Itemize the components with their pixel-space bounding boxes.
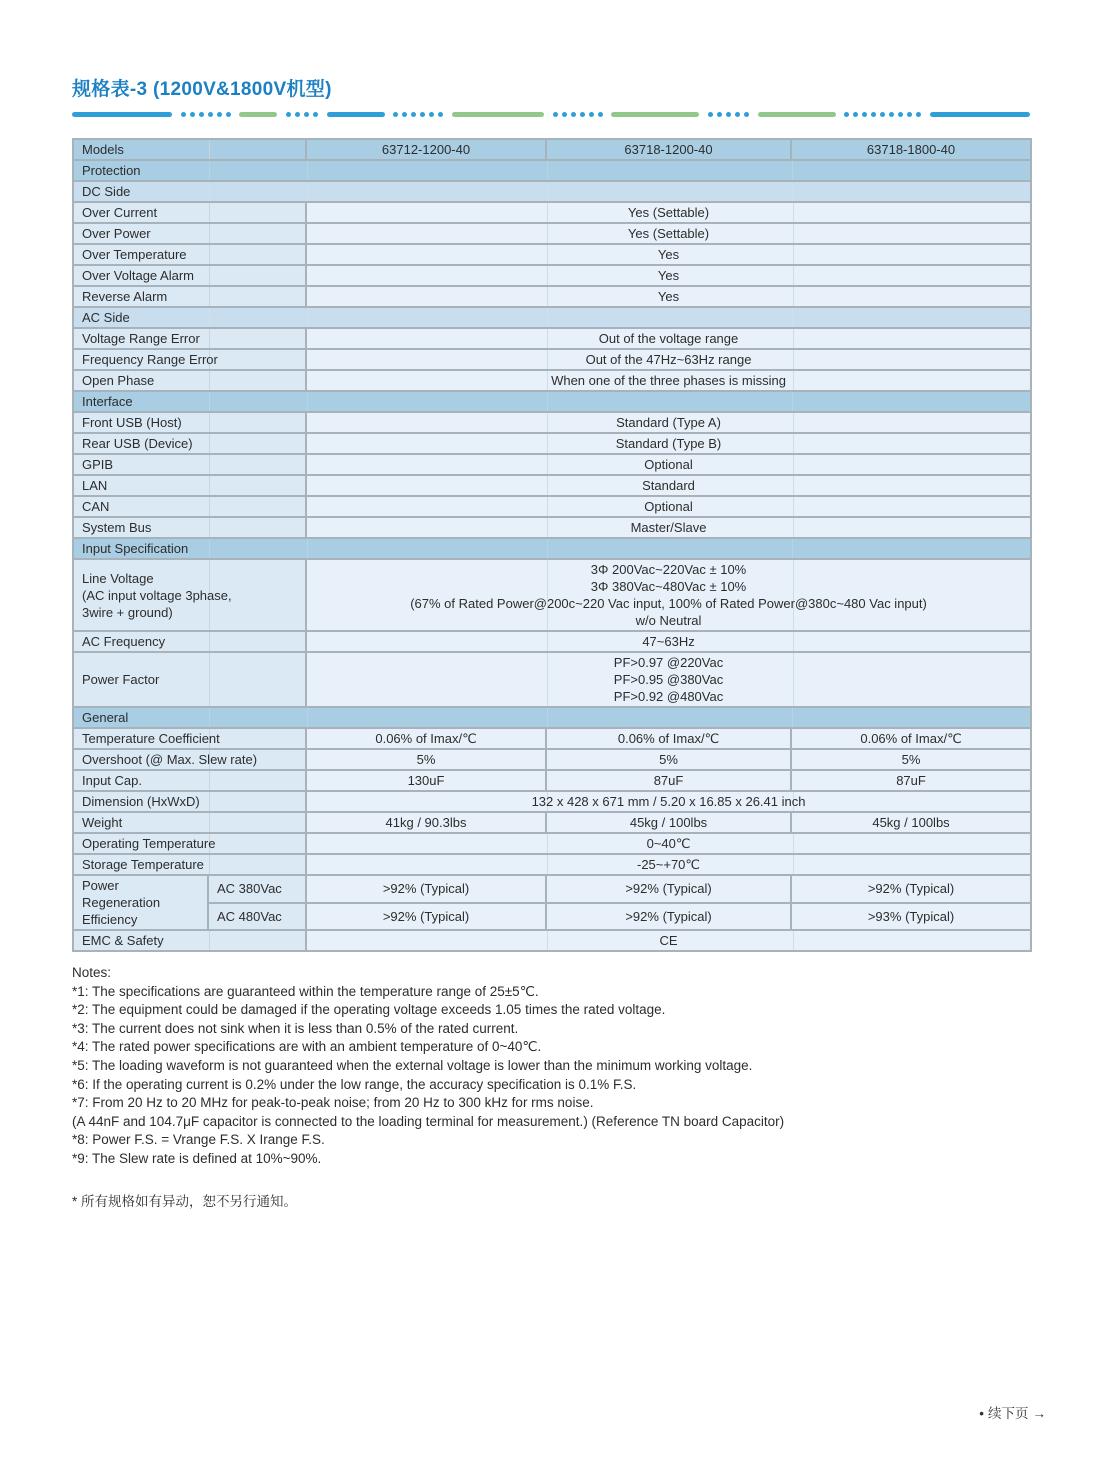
continuation-note (979, 1402, 1046, 1422)
spec-label-line: 3wire + ground) (82, 604, 173, 620)
spec-value: Out of the 47Hz~63Hz range (306, 349, 1031, 370)
divider-dash (327, 112, 385, 117)
spec-value: -25~+70℃ (306, 854, 1031, 875)
spec-label: Over Voltage Alarm (73, 265, 306, 286)
divider-dot (916, 112, 921, 117)
divider-dot (717, 112, 722, 117)
divider-dot (438, 112, 443, 117)
divider-dots (553, 112, 603, 117)
note-line: *1: The specifications are guaranteed within the temperature range of 25±5℃. (72, 983, 539, 999)
spec-label (73, 559, 306, 631)
spec-row (73, 328, 1031, 349)
notes-lines (72, 983, 1030, 1169)
note-line: *2: The equipment could be damaged if the operating voltage exceeds 1.05 times the rated voltage. (72, 1002, 666, 1018)
note-line: (A 44nF and 104.7μF capacitor is connected to the loading terminal for measurement.) (Reference TN board Capacitor) (72, 1113, 785, 1129)
spec-value: Optional (306, 496, 1031, 517)
spec-row (73, 412, 1031, 433)
spec-sublabel: AC 380Vac (208, 875, 306, 903)
spec-label: LAN (73, 475, 306, 496)
table-section-header: Input Specification (73, 538, 1031, 559)
spec-value: 0~40℃ (306, 833, 1031, 854)
spec-value: 87uF (546, 770, 791, 791)
spec-value: Standard (306, 475, 1031, 496)
divider-dot (190, 112, 195, 117)
divider-dot (898, 112, 903, 117)
divider-dot (844, 112, 849, 117)
spec-value: >92% (Typical) (306, 875, 546, 903)
spec-row (73, 244, 1031, 265)
spec-value: Yes (Settable) (306, 202, 1031, 223)
spec-label: CAN (73, 496, 306, 517)
spec-value-line: 3Φ 380Vac~480Vac ± 10% (590, 579, 747, 594)
divider-dot (313, 112, 318, 117)
spec-row (73, 265, 1031, 286)
divider-dash (239, 112, 277, 117)
divider-dots (393, 112, 443, 117)
spec-row (73, 454, 1031, 475)
spec-value (306, 559, 1031, 631)
notes-title: Notes: (72, 965, 112, 980)
divider-dot (429, 112, 434, 117)
spec-value: Master/Slave (306, 517, 1031, 538)
spec-row (73, 875, 1031, 903)
divider-dot (286, 112, 291, 117)
spec-value: 45kg / 100lbs (546, 812, 791, 833)
model-number: 63712-1200-40 (306, 139, 546, 160)
divider-dot (735, 112, 740, 117)
section-row (73, 160, 1031, 181)
note-line: *9: The Slew rate is defined at 10%~90%. (72, 1150, 322, 1166)
spec-label-line: Line Voltage (82, 570, 154, 586)
spec-value: Yes (306, 244, 1031, 265)
spec-label: Open Phase (73, 370, 306, 391)
spec-label: Overshoot (@ Max. Slew rate) (73, 749, 306, 770)
model-number: 63718-1200-40 (546, 139, 791, 160)
spec-sublabel: AC 480Vac (208, 903, 306, 931)
spec-value-line: (67% of Rated Power@200c~220 Vac input, 100% of Rated Power@380c~480 Vac input) (410, 596, 927, 611)
divider-dot (562, 112, 567, 117)
divider-dot (744, 112, 749, 117)
divider-dot (580, 112, 585, 117)
divider-dot (889, 112, 894, 117)
spec-row (73, 631, 1031, 652)
divider-dot (393, 112, 398, 117)
divider-dots (181, 112, 231, 117)
divider-dot (304, 112, 309, 117)
divider-dot (907, 112, 912, 117)
spec-label: Over Current (73, 202, 306, 223)
spec-value: 0.06% of Imax/℃ (791, 728, 1031, 749)
spec-label: Rear USB (Device) (73, 433, 306, 454)
spec-value: Yes (Settable) (306, 223, 1031, 244)
spec-value-line: PF>0.97 @220Vac (613, 655, 724, 670)
divider-dot (880, 112, 885, 117)
divider-dot (199, 112, 204, 117)
models-row (73, 139, 1031, 160)
table-subsection-header: DC Side (73, 181, 1031, 202)
spec-row (73, 559, 1031, 631)
divider-dot (208, 112, 213, 117)
divider-dots (844, 112, 921, 117)
divider-dot (181, 112, 186, 117)
spec-value-line: w/o Neutral (635, 613, 702, 628)
spec-row (73, 903, 1031, 931)
spec-label: Over Temperature (73, 244, 306, 265)
divider-dot (420, 112, 425, 117)
spec-label: Weight (73, 812, 306, 833)
spec-value: 5% (546, 749, 791, 770)
spec-label: Over Power (73, 223, 306, 244)
spec-row (73, 770, 1031, 791)
divider-dot (411, 112, 416, 117)
spec-label-line: Efficiency (82, 912, 138, 927)
spec-row (73, 475, 1031, 496)
spec-label: Frequency Range Error (73, 349, 306, 370)
spec-value: Optional (306, 454, 1031, 475)
spec-value-line: PF>0.92 @480Vac (613, 689, 724, 704)
divider-dot (589, 112, 594, 117)
spec-row (73, 833, 1031, 854)
subsection-row (73, 181, 1031, 202)
spec-label: System Bus (73, 517, 306, 538)
disclaimer: * 所有规格如有异动，恕不另行通知。 (72, 1193, 298, 1209)
divider-dot (862, 112, 867, 117)
decorative-divider (72, 111, 1030, 117)
spec-label-line: Regeneration (82, 895, 161, 910)
spec-label: Operating Temperature (73, 833, 306, 854)
section-row (73, 391, 1031, 412)
divider-dot (217, 112, 222, 117)
spec-row (73, 812, 1031, 833)
spec-value: >92% (Typical) (791, 875, 1031, 903)
divider-dot (871, 112, 876, 117)
page-content (72, 0, 1030, 1210)
subsection-row (73, 307, 1031, 328)
spec-value: 5% (791, 749, 1031, 770)
divider-dash (758, 112, 836, 117)
spec-label: Dimension (HxWxD) (73, 791, 306, 812)
spec-label: Storage Temperature (73, 854, 306, 875)
spec-table (72, 138, 1032, 952)
spec-label: Front USB (Host) (73, 412, 306, 433)
spec-label: Reverse Alarm (73, 286, 306, 307)
spec-value: 132 x 428 x 671 mm / 5.20 x 16.85 x 26.41 inch (306, 791, 1031, 812)
models-label: Models (73, 139, 306, 160)
spec-value: Yes (306, 265, 1031, 286)
spec-label: AC Frequency (73, 631, 306, 652)
spec-row (73, 286, 1031, 307)
spec-row (73, 930, 1031, 951)
page-title: 规格表-3 (1200V&1800V机型) (72, 79, 332, 100)
note-line: *3: The current does not sink when it is less than 0.5% of the rated current. (72, 1020, 519, 1036)
spec-row (73, 854, 1031, 875)
spec-row (73, 652, 1031, 707)
section-row (73, 707, 1031, 728)
spec-value: Standard (Type B) (306, 433, 1031, 454)
divider-dot (226, 112, 231, 117)
table-section-header: Protection (73, 160, 1031, 181)
note-line: *6: If the operating current is 0.2% under the low range, the accuracy specification is 0.1% F.S. (72, 1076, 637, 1092)
spec-row (73, 749, 1031, 770)
spec-value: CE (306, 930, 1031, 951)
divider-dot (726, 112, 731, 117)
spec-value: 0.06% of Imax/℃ (546, 728, 791, 749)
model-number: 63718-1800-40 (791, 139, 1031, 160)
spec-label-line: Power (82, 878, 119, 893)
spec-value: 0.06% of Imax/℃ (306, 728, 546, 749)
spec-label: Power Factor (73, 652, 306, 707)
divider-dash (72, 112, 172, 117)
spec-value: 87uF (791, 770, 1031, 791)
divider-dash (930, 112, 1030, 117)
spec-value: >92% (Typical) (306, 903, 546, 931)
spec-value: >93% (Typical) (791, 903, 1031, 931)
divider-dots (708, 112, 749, 117)
spec-value: 41kg / 90.3lbs (306, 812, 546, 833)
spec-value: When one of the three phases is missing (306, 370, 1031, 391)
spec-row (73, 728, 1031, 749)
spec-row (73, 370, 1031, 391)
spec-value: >92% (Typical) (546, 903, 791, 931)
spec-value (306, 652, 1031, 707)
spec-label: EMC & Safety (73, 930, 306, 951)
spec-value: Yes (306, 286, 1031, 307)
spec-value: 47~63Hz (306, 631, 1031, 652)
table-section-header: General (73, 707, 1031, 728)
spec-value: Standard (Type A) (306, 412, 1031, 433)
spec-value: >92% (Typical) (546, 875, 791, 903)
spec-value: 5% (306, 749, 546, 770)
spec-value-line: PF>0.95 @380Vac (613, 672, 724, 687)
divider-dot (553, 112, 558, 117)
spec-row (73, 791, 1031, 812)
note-line: *7: From 20 Hz to 20 MHz for peak-to-peak noise; from 20 Hz to 300 kHz for rms noise. (72, 1095, 594, 1111)
spec-value: 130uF (306, 770, 546, 791)
spec-value-line: 3Φ 200Vac~220Vac ± 10% (590, 562, 747, 577)
spec-label: Voltage Range Error (73, 328, 306, 349)
notes-block (72, 964, 1030, 1169)
divider-dot (853, 112, 858, 117)
arrow-right-icon: → (1032, 1406, 1046, 1421)
spec-row (73, 496, 1031, 517)
divider-dash (611, 112, 699, 117)
table-subsection-header: AC Side (73, 307, 1031, 328)
divider-dot (571, 112, 576, 117)
note-line: *5: The loading waveform is not guaranteed when the external voltage is lower than the minimum working voltage. (72, 1057, 753, 1073)
bullet-icon: • (979, 1406, 984, 1421)
divider-dots (286, 112, 318, 117)
spec-label: GPIB (73, 454, 306, 475)
spec-value: 45kg / 100lbs (791, 812, 1031, 833)
spec-row (73, 223, 1031, 244)
divider-dash (452, 112, 544, 117)
table-section-header: Interface (73, 391, 1031, 412)
spec-row (73, 517, 1031, 538)
spec-row (73, 433, 1031, 454)
spec-label: Temperature Coefficient (73, 728, 306, 749)
spec-row (73, 202, 1031, 223)
spec-label: Input Cap. (73, 770, 306, 791)
spec-label (73, 875, 208, 930)
note-line: *4: The rated power specifications are with an ambient temperature of 0~40℃. (72, 1039, 542, 1055)
continuation-text: 续下页 (988, 1406, 1029, 1421)
spec-row (73, 349, 1031, 370)
divider-dot (598, 112, 603, 117)
spec-value: Out of the voltage range (306, 328, 1031, 349)
note-line: *8: Power F.S. = Vrange F.S. X Irange F.S. (72, 1132, 325, 1148)
divider-dot (295, 112, 300, 117)
divider-dot (708, 112, 713, 117)
divider-dot (402, 112, 407, 117)
spec-label-line: (AC input voltage 3phase, (82, 587, 232, 603)
section-row (73, 538, 1031, 559)
